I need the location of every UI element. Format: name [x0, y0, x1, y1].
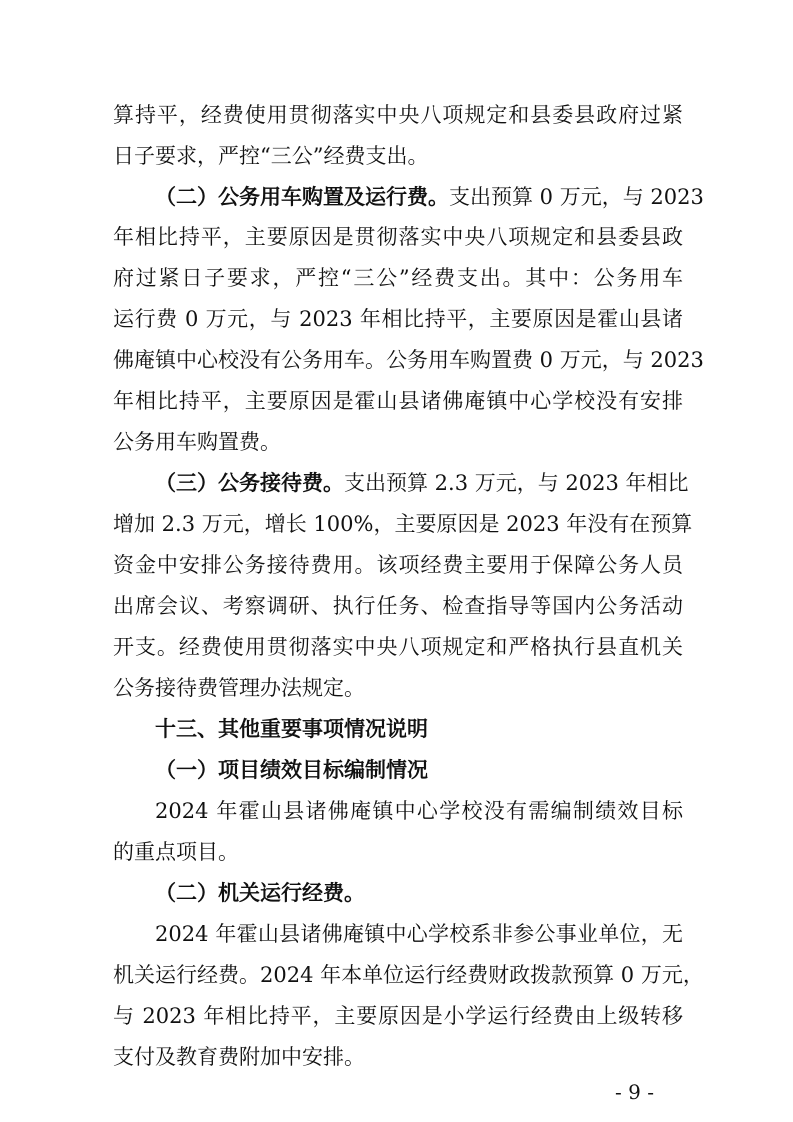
text-line: 资金中安排公务接待费用。该项经费主要用于保障公务人员 [113, 553, 683, 577]
section-title: 十三、其他重要事项情况说明 [155, 717, 428, 741]
paragraph-text: 支出预算 2.3 万元，与 2023 年相比 [344, 471, 689, 495]
text-line: 年相比持平，主要原因是贯彻落实中央八项规定和县委县政 [113, 225, 683, 249]
text-line: 与 2023 年相比持平，主要原因是小学运行经费由上级转移 [113, 1004, 683, 1028]
subsection-title: （一）项目绩效目标编制情况 [155, 758, 428, 782]
paragraph-heading: （三）公务接待费。 [155, 471, 344, 495]
subsection-title: （二）机关运行经费。 [155, 881, 365, 905]
text-line: 支付及教育费附加中安排。 [113, 1045, 365, 1069]
text-line: 运行费 0 万元，与 2023 年相比持平，主要原因是霍山县诸 [113, 307, 683, 331]
text-line: 佛庵镇中心校没有公务用车。公务用车购置费 0 万元，与 2023 [113, 348, 704, 372]
page-number: - 9 - [615, 1080, 654, 1104]
text-line: 机关运行经费。2024 年本单位运行经费财政拨款预算 0 万元， [113, 963, 704, 987]
text-line: 年相比持平，主要原因是霍山县诸佛庵镇中心学校没有安排 [113, 389, 683, 413]
text-line: 日子要求，严控“三公”经费支出。 [113, 144, 429, 168]
text-line: 算持平，经费使用贯彻落实中央八项规定和县委县政府过紧 [113, 103, 683, 127]
paragraph-first-line [155, 182, 704, 212]
paragraph-heading: （二）公务用车购置及运行费。 [155, 185, 449, 209]
text-line: 府过紧日子要求，严控“三公”经费支出。其中：公务用车 [113, 266, 683, 290]
text-line: 2024 年霍山县诸佛庵镇中心学校没有需编制绩效目标 [155, 799, 683, 823]
text-line: 公务接待费管理办法规定。 [113, 676, 365, 700]
text-line: 公务用车购置费。 [113, 430, 281, 454]
text-line: 的重点项目。 [113, 840, 239, 864]
text-line: 2024 年霍山县诸佛庵镇中心学校系非参公事业单位，无 [155, 922, 683, 946]
text-line: 开支。经费使用贯彻落实中央八项规定和严格执行县直机关 [113, 635, 683, 659]
paragraph-text: 支出预算 0 万元，与 2023 [449, 185, 704, 209]
text-line: 增加 2.3 万元，增长 100%，主要原因是 2023 年没有在预算 [113, 512, 693, 536]
paragraph-first-line [155, 468, 689, 498]
text-line: 出席会议、考察调研、执行任务、检查指导等国内公务活动 [113, 594, 683, 618]
